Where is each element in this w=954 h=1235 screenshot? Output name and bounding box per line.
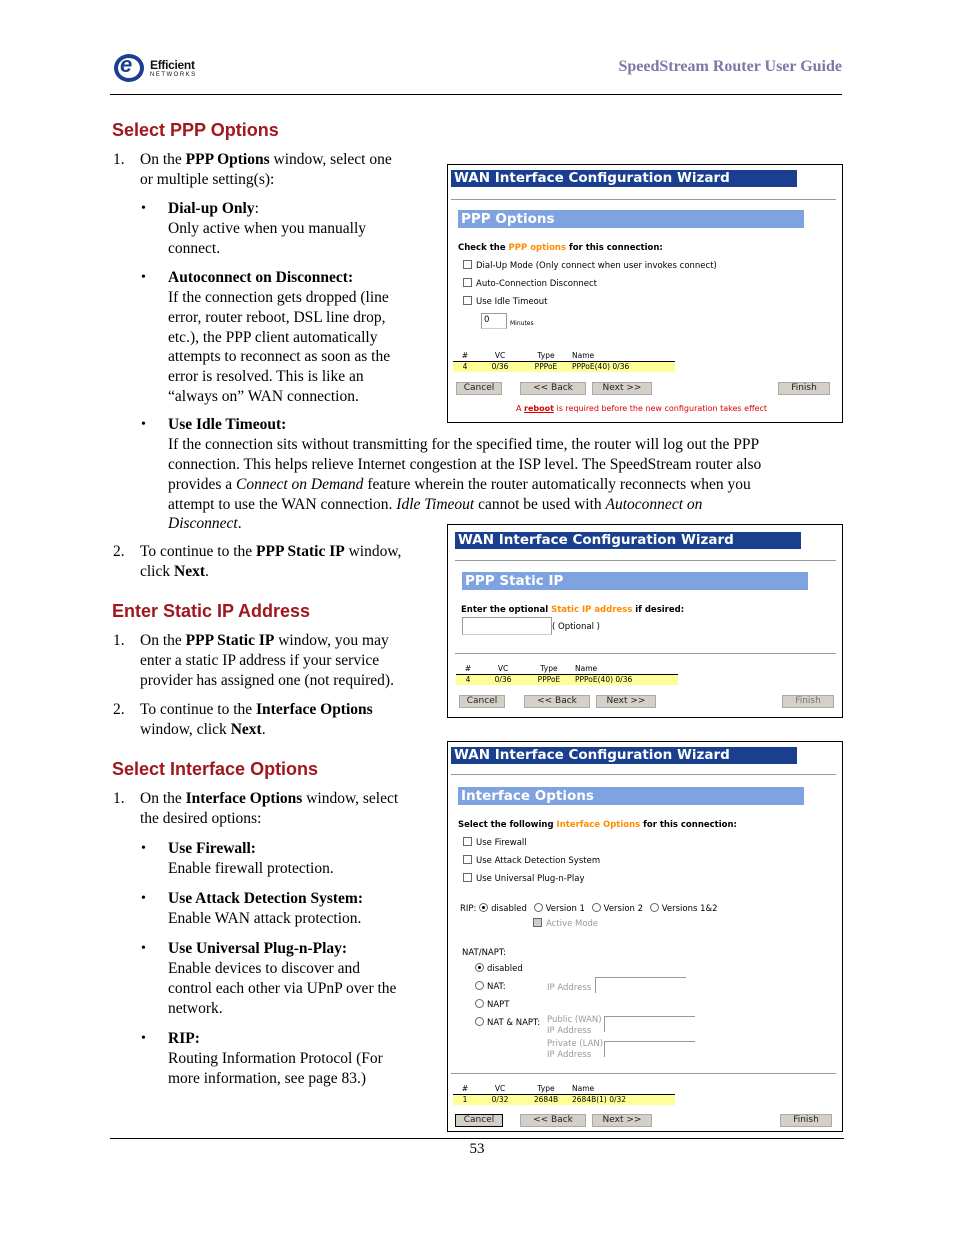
table-row[interactable] <box>453 362 675 373</box>
napt-option[interactable]: NAPT <box>475 999 510 1010</box>
cell: 4 <box>453 362 477 373</box>
step-number: 2. <box>113 543 125 560</box>
bullet-icon: • <box>141 1031 146 1046</box>
instruction-text: Enter the optional Static IP address if desired: <box>461 605 685 615</box>
col-type: Type <box>523 351 569 362</box>
option-title: Autoconnect on Disconnect: <box>168 269 354 286</box>
ip-address-label: IP Address <box>547 1050 592 1060</box>
option-desc: network. <box>168 1000 223 1017</box>
col-vc: VC <box>477 351 523 362</box>
option-desc: Enable devices to discover and <box>168 960 360 977</box>
checkbox-icon[interactable] <box>463 837 472 846</box>
step-text: the desired options: <box>140 810 262 827</box>
step-text: To continue to the PPP Static IP window, <box>140 543 402 560</box>
ip-address-label: IP Address <box>547 1026 592 1036</box>
bullet-icon: • <box>141 891 146 906</box>
cell: 2684B(1) 0/32 <box>569 1095 675 1106</box>
instruction-text: Check the PPP options for this connection: <box>458 243 663 253</box>
bullet-icon: • <box>141 270 146 285</box>
step-text: click Next. <box>140 563 209 580</box>
radio-icon[interactable] <box>650 903 659 912</box>
option-desc: Disconnect. <box>168 515 242 532</box>
checkbox-icon[interactable] <box>463 296 472 305</box>
option-title: Use Attack Detection System: <box>168 890 363 907</box>
static-ip-input[interactable] <box>462 617 552 635</box>
rip-disabled[interactable]: disabled <box>491 904 527 914</box>
option-desc: If the connection gets dropped (line <box>168 289 389 306</box>
header-rule <box>110 94 842 95</box>
step-number: 1. <box>113 790 125 807</box>
page-number: 53 <box>469 1141 485 1157</box>
back-button[interactable]: << Back <box>520 382 586 395</box>
col-num: # <box>456 664 480 675</box>
checkbox-icon[interactable] <box>463 260 472 269</box>
connection-table <box>453 1084 675 1105</box>
cell: 0/32 <box>477 1095 523 1106</box>
logo-subtext: NETWORKS <box>150 72 197 78</box>
back-button[interactable]: << Back <box>524 695 590 708</box>
option-autoconnect[interactable]: Auto-Connection Disconnect <box>463 278 597 289</box>
cell: 0/36 <box>477 362 523 373</box>
private-lan-label: Private (LAN) <box>547 1039 604 1049</box>
wizard-subtitle: Interface Options <box>458 787 804 805</box>
option-desc: Only active when you manually <box>168 220 367 237</box>
checkbox-icon[interactable] <box>463 855 472 864</box>
option-desc: provides a Connect on Demand feature wherein the router automatically reconnects when you <box>168 476 751 493</box>
step-text: window, click Next. <box>140 721 266 738</box>
connection-table <box>453 351 675 372</box>
cell: 1 <box>453 1095 477 1106</box>
cell: PPPoE(40) 0/36 <box>572 675 678 686</box>
rip-version1[interactable]: Version 1 <box>545 904 585 914</box>
wizard-subtitle: PPP Options <box>458 210 804 228</box>
finish-button[interactable]: Finish <box>782 695 834 708</box>
nat-label: NAT/NAPT: <box>462 948 506 958</box>
option-desc: control each other via UPnP over the <box>168 980 397 997</box>
finish-button[interactable]: Finish <box>780 1114 832 1127</box>
public-ip-input[interactable] <box>604 1016 695 1032</box>
finish-button[interactable]: Finish <box>778 382 830 395</box>
step-text: enter a static IP address if your service <box>140 652 380 669</box>
option-desc: etc.), the PPP client automatically <box>168 329 378 346</box>
checkbox-icon <box>533 918 542 927</box>
rip-row <box>460 903 718 914</box>
bullet-icon: • <box>141 941 146 956</box>
nat-disabled-option[interactable]: disabled <box>475 963 523 974</box>
cell: PPPoE(40) 0/36 <box>569 362 675 373</box>
nat-napt-option[interactable]: NAT & NAPT: <box>475 1017 540 1028</box>
divider <box>451 1073 836 1074</box>
step-number: 1. <box>113 632 125 649</box>
option-desc: attempts to reconnect as soon as the <box>168 348 391 365</box>
col-num: # <box>453 1084 477 1095</box>
step-number: 1. <box>113 151 125 168</box>
col-name: Name <box>572 664 678 675</box>
instruction-text: Select the following Interface Options for this connection: <box>458 820 737 830</box>
cell: PPPoE <box>523 362 569 373</box>
public-wan-label: Public (WAN) <box>547 1015 602 1025</box>
col-vc: VC <box>480 664 526 675</box>
option-upnp[interactable]: Use Universal Plug-n-Play <box>463 873 585 884</box>
option-desc: error is resolved. This is like an <box>168 368 364 385</box>
radio-icon[interactable] <box>475 999 484 1008</box>
step-text: or multiple setting(s): <box>140 171 275 188</box>
document-title: SpeedStream Router User Guide <box>618 58 842 75</box>
col-num: # <box>453 351 477 362</box>
option-desc: error, router reboot, DSL line drop, <box>168 309 386 326</box>
section-heading-static-ip: Enter Static IP Address <box>112 601 311 621</box>
section-heading-ppp-options: Select PPP Options <box>112 120 279 140</box>
logo-e-icon: e <box>120 52 133 77</box>
option-desc: If the connection sits without transmitting for the specified time, the router will log out the PPP <box>168 436 760 453</box>
option-title: RIP: <box>168 1030 200 1047</box>
col-name: Name <box>569 1084 675 1095</box>
rip-label: RIP: <box>460 904 477 914</box>
section-heading-interface-options: Select Interface Options <box>112 759 319 779</box>
table-row[interactable] <box>453 1095 675 1106</box>
private-ip-input[interactable] <box>604 1041 695 1057</box>
cell: 4 <box>456 675 480 686</box>
cell: 0/36 <box>480 675 526 686</box>
idle-timeout-input[interactable]: 0 <box>481 313 507 329</box>
option-title: Use Universal Plug-n-Play: <box>168 940 348 957</box>
efficient-networks-logo <box>114 52 214 84</box>
checkbox-icon[interactable] <box>463 278 472 287</box>
wizard-title: WAN Interface Configuration Wizard <box>451 747 797 764</box>
logo-text: Efficient <box>150 58 195 72</box>
option-attack-detection[interactable]: Use Attack Detection System <box>463 855 600 866</box>
next-button[interactable]: Next >> <box>592 382 652 395</box>
connection-table <box>456 664 678 685</box>
option-title: Use Idle Timeout: <box>168 416 287 433</box>
checkbox-icon[interactable] <box>463 873 472 882</box>
option-desc: more information, see page 83.) <box>168 1070 366 1087</box>
divider <box>451 774 836 775</box>
col-type: Type <box>523 1084 569 1095</box>
col-vc: VC <box>477 1084 523 1095</box>
ip-address-label: IP Address <box>547 983 592 993</box>
table-row[interactable] <box>456 675 678 686</box>
option-desc: attempt to use the WAN connection. Idle Timeout cannot be used with Autoconnect on <box>168 496 703 513</box>
divider <box>455 560 836 561</box>
step-text: On the PPP Options window, select one <box>140 151 392 168</box>
footer-rule <box>110 1138 844 1139</box>
rip-version2[interactable]: Version 2 <box>603 904 644 914</box>
step-text: On the Interface Options window, select <box>140 790 399 807</box>
rip-versions-both[interactable]: Versions 1&2 <box>661 904 718 914</box>
option-title: Use Firewall: <box>168 840 256 857</box>
radio-icon[interactable] <box>475 963 484 972</box>
step-text: provider has assigned one (not required). <box>140 672 394 689</box>
optional-label: ( Optional ) <box>552 622 600 632</box>
wizard-title: WAN Interface Configuration Wizard <box>455 532 801 549</box>
step-number: 2. <box>113 701 125 718</box>
wizard-interface-options <box>447 741 843 1132</box>
back-button[interactable]: << Back <box>520 1114 586 1127</box>
divider <box>455 653 836 654</box>
nat-option[interactable]: NAT: <box>475 981 506 992</box>
radio-icon[interactable] <box>479 903 488 912</box>
next-button[interactable]: Next >> <box>596 695 656 708</box>
cell: 2684B <box>523 1095 569 1106</box>
divider <box>451 199 836 200</box>
bullet-icon: • <box>141 201 146 216</box>
option-dialup[interactable]: Dial-Up Mode (Only connect when user invokes connect) <box>463 260 717 271</box>
option-desc: Routing Information Protocol (For <box>168 1050 383 1067</box>
cell: PPPoE <box>526 675 572 686</box>
option-title: Dial-up Only: <box>168 200 259 217</box>
next-button[interactable]: Next >> <box>592 1114 652 1127</box>
option-idle-timeout[interactable]: Use Idle Timeout <box>463 296 548 307</box>
wizard-title: WAN Interface Configuration Wizard <box>451 170 797 187</box>
option-desc: connect. <box>168 240 221 257</box>
reboot-notice: A reboot is required before the new configuration takes effect <box>516 404 768 413</box>
col-type: Type <box>526 664 572 675</box>
option-desc: “always on” WAN connection. <box>168 388 359 405</box>
step-text: On the PPP Static IP window, you may <box>140 632 389 649</box>
wizard-ppp-static-ip <box>447 524 843 718</box>
reboot-link[interactable]: reboot <box>524 404 554 413</box>
cancel-button[interactable]: Cancel <box>455 1114 503 1127</box>
col-name: Name <box>569 351 675 362</box>
wizard-ppp-options <box>447 164 843 423</box>
wizard-subtitle: PPP Static IP <box>462 572 808 590</box>
option-firewall[interactable]: Use Firewall <box>463 837 527 848</box>
option-desc: connection. This helps relieve Internet congestion at the ISP level. The SpeedStream router also <box>168 456 762 473</box>
nat-ip-input[interactable] <box>595 977 686 993</box>
radio-icon[interactable] <box>534 903 543 912</box>
radio-icon[interactable] <box>475 981 484 990</box>
bullet-icon: • <box>141 841 146 856</box>
bullet-icon: • <box>141 417 146 432</box>
active-mode-option: Active Mode <box>533 918 598 929</box>
option-desc: Enable WAN attack protection. <box>168 910 362 927</box>
minutes-label: Minutes <box>510 320 534 327</box>
cancel-button[interactable]: Cancel <box>459 695 505 708</box>
radio-icon[interactable] <box>592 903 601 912</box>
radio-icon[interactable] <box>475 1017 484 1026</box>
step-text: To continue to the Interface Options <box>140 701 373 718</box>
cancel-button[interactable]: Cancel <box>456 382 502 395</box>
option-desc: Enable firewall protection. <box>168 860 334 877</box>
